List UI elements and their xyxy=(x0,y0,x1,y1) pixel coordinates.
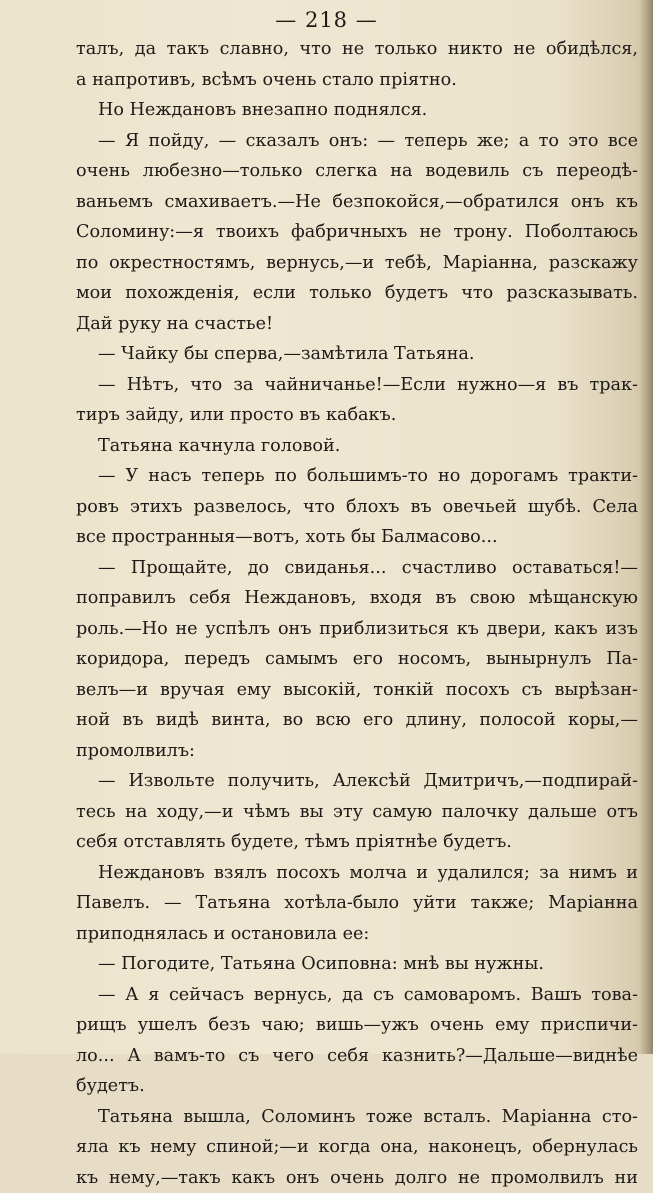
text-line: ваньемъ смахиваетъ.—Не безпокойся,—обратился онъ къ xyxy=(76,187,638,218)
text-line: тесь на ходу,—и чѣмъ вы эту самую палочку дальше отъ xyxy=(76,797,638,828)
text-line: ло... А вамъ-то съ чего себя казнить?—Дальше—виднѣе xyxy=(76,1041,638,1072)
text-line: Татьяна качнула головой. xyxy=(76,431,638,462)
text-line: Но Неждановъ внезапно поднялся. xyxy=(76,95,638,126)
text-line: талъ, да такъ славно, что не только никто не обидѣлся, xyxy=(76,34,638,65)
text-line: — А я сейчасъ вернусь, да съ самоваромъ. Вашъ това- xyxy=(76,980,638,1011)
text-line: Павелъ. — Татьяна хотѣла-было уйти также; Маріанна xyxy=(76,888,638,919)
text-line: приподнялась и остановила ее: xyxy=(76,919,638,950)
text-line: очень любезно—только слегка на водевиль съ переодѣ- xyxy=(76,156,638,187)
text-line: себя отставлять будете, тѣмъ пріятнѣе будетъ. xyxy=(76,827,638,858)
text-line: — Погодите, Татьяна Осиповна: мнѣ вы нужны. xyxy=(76,949,638,980)
text-line: Неждановъ взялъ посохъ молча и удалился; за нимъ и xyxy=(76,858,638,889)
text-line: — Нѣтъ, что за чайничанье!—Если нужно—я въ трак- xyxy=(76,370,638,401)
text-line: къ нему,—такъ какъ онъ очень долго не промолвилъ ни xyxy=(76,1163,638,1193)
text-line: Татьяна вышла, Соломинъ тоже всталъ. Маріанна сто- xyxy=(76,1102,638,1133)
text-line: — Я пойду, — сказалъ онъ: — теперь же; а то это все xyxy=(76,126,638,157)
text-line: все пространныя—вотъ, хоть бы Балмасово... xyxy=(76,522,638,553)
text-line: тиръ зайду, или просто въ кабакъ. xyxy=(76,400,638,431)
text-line: Дай руку на счастье! xyxy=(76,309,638,340)
page-edge-shadow xyxy=(639,0,653,1054)
text-line: а напротивъ, всѣмъ очень стало пріятно. xyxy=(76,65,638,96)
text-line: — Прощайте, до свиданья... счастливо оставаться!— xyxy=(76,553,638,584)
text-line: Соломину:—я твоихъ фабричныхъ не трону. Поболтаюсь xyxy=(76,217,638,248)
text-line: роль.—Но не успѣлъ онъ приблизиться къ двери, какъ изъ xyxy=(76,614,638,645)
text-line: ной въ видѣ винта, во всю его длину, полосой коры,— xyxy=(76,705,638,736)
page-number: — 218 — xyxy=(0,8,653,32)
text-line: по окрестностямъ, вернусь,—и тебѣ, Маріанна, разскажу xyxy=(76,248,638,279)
body-text xyxy=(76,34,638,1193)
text-line: поправилъ себя Неждановъ, входя въ свою мѣщанскую xyxy=(76,583,638,614)
text-line: — Чайку бы сперва,—замѣтила Татьяна. xyxy=(76,339,638,370)
text-line: яла къ нему спиной;—и когда она, наконецъ, обернулась xyxy=(76,1132,638,1163)
text-line: рищъ ушелъ безъ чаю; вишь—ужъ очень ему приспичи- xyxy=(76,1010,638,1041)
text-line: мои похожденія, если только будетъ что разсказывать. xyxy=(76,278,638,309)
text-line: промолвилъ: xyxy=(76,736,638,767)
text-line: велъ—и вручая ему высокій, тонкій посохъ съ вырѣзан- xyxy=(76,675,638,706)
text-line: коридора, передъ самымъ его носомъ, вынырнулъ Па- xyxy=(76,644,638,675)
text-line: ровъ этихъ развелось, что блохъ въ овечьей шубѣ. Села xyxy=(76,492,638,523)
text-line: будетъ. xyxy=(76,1071,638,1102)
text-line: — У насъ теперь по большимъ-то но дорогамъ тракти- xyxy=(76,461,638,492)
text-line: — Извольте получить, Алексѣй Дмитричъ,—подпирай- xyxy=(76,766,638,797)
